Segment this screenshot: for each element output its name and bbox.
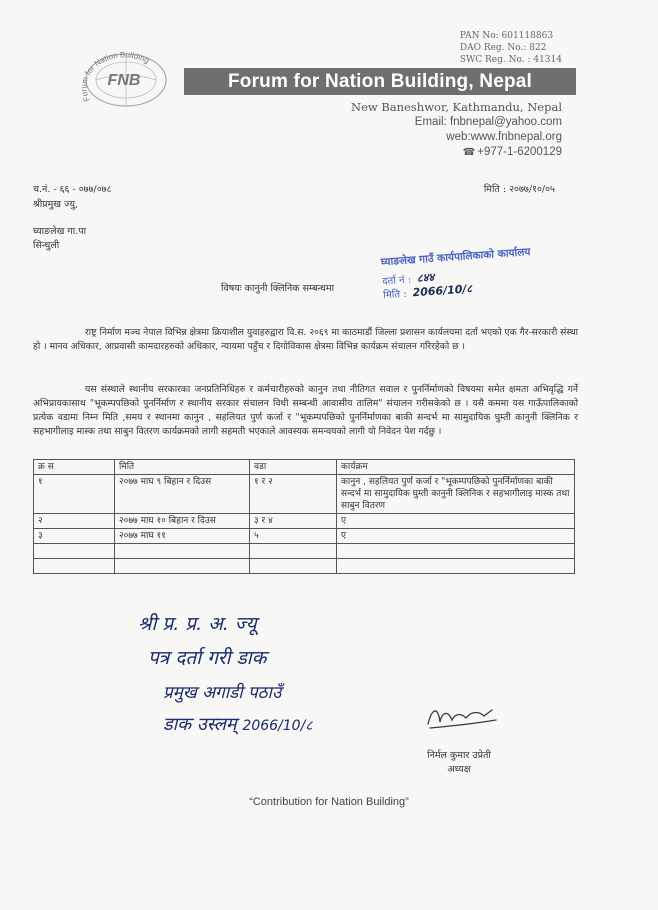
handwritten-date: 2066/10/८ <box>242 718 313 734</box>
cell-date: २०७७ माघ १० बिहान र दिउस <box>115 514 250 529</box>
stamp-miti-value: 2066/10/८ <box>412 282 473 300</box>
cell-ward: ३ र ४ <box>250 514 337 529</box>
organization-name: Forum for Nation Building, Nepal <box>184 68 576 95</box>
header-program: कार्यक्रम <box>337 460 575 475</box>
website: web:www.fnbnepal.org <box>446 131 562 143</box>
cell-sn: ३ <box>34 529 115 544</box>
signature <box>422 702 502 732</box>
handwritten-note-line-4: डाक उस्लम् 2066/10/८ <box>163 714 313 735</box>
signer-name: निर्मल कुमार उप्रेती <box>427 750 491 761</box>
cell-program: कानुन , सहलियत पुर्ण कर्जा र "भूकम्पपछिको पुनर्निर्माणका बाकी सन्दर्भ मा सामुदायिक घुम्ती कानुनी क्लिनिक र सहभागीलाइ मास्क तथा साबुन वितरण <box>337 475 575 514</box>
header-date: मिति <box>115 460 250 475</box>
logo-monogram: FNB <box>107 72 141 89</box>
footer-slogan: “Contribution for Nation Building” <box>249 796 409 808</box>
handwritten-note-line-2: पत्र दर्ता गरी डाक <box>148 647 267 669</box>
stamp-office: घ्याङलेख गाउँ कार्यपालिकाको कार्यालय <box>380 246 531 269</box>
table-row <box>34 514 575 529</box>
received-stamp <box>376 242 542 306</box>
contact-info <box>351 100 562 160</box>
table-row <box>34 529 575 544</box>
cell-program: ए <box>337 514 575 529</box>
table-row-empty <box>34 544 575 559</box>
table-header-row <box>34 460 575 475</box>
recipient-office: घ्याङलेख गा.पा <box>33 226 87 237</box>
cell-sn: २ <box>34 514 115 529</box>
cell-ward: ५ <box>250 529 337 544</box>
body-paragraph-2: यस संस्थाले स्थानीय सरकारका जनप्रतिनिधिहरु र कर्मचारीहरुको कानुन तथा नीतिगत सवाल र पुनर्निर्माणको विषयमा समेत क्षमता अभिवृद्धि गर्ने अभिप्रायकासाथ "भूकम्पपछिको पुनर्निर्माण र स्थानीय सरकार संचालन विधी सम्बन्धी आवासीय तालिम" संचालन गरीसकेको छ । यसै कममा यस गाऊँपालिकाको प्रत्येक वडामा निम्न मिति ,समय र स्थानमा कानुन , सहलियत पुर्ण कर्जा र "भूकम्पपछिको पुनर्निर्माणका बाकी सन्दर्भ मा सामुदायिक घुम्ती कानुनी क्लिनिक र सहभागीलाइ मास्क तथा साबुन वितरण कार्यक्रमको लागी सहमती भएकाले आवस्यक समन्वयको लागी यो निवेदन पेश गर्दछु । <box>33 384 578 437</box>
signer-block <box>427 749 491 777</box>
table-row-empty <box>34 559 575 574</box>
reference-number: च.नं. - ६६ - ०७७/०७८ <box>33 184 112 195</box>
dao-reg-number: DAO Reg. No.: 822 <box>459 43 547 53</box>
letter-date: मिति : २०७७/१०/०५ <box>483 184 555 195</box>
cell-program: ए <box>337 529 575 544</box>
recipient-district: सिन्धुली <box>33 240 60 251</box>
header-sn: क्र स <box>34 460 115 475</box>
cell-ward: १ र २ <box>250 475 337 514</box>
body-paragraph-1: राष्ट्र निर्माण मञ्च नेपाल विभिन्न क्षेत्रमा क्रियाशील युवाहरुद्वारा वि.स. २०६९ मा काठमाडौं जिल्ला प्रशासन कार्यलयमा दर्ता भएको एक गैर-सरकारी संस्था हो । मानव अधिकार, आप्रवासी कामदारहरुको अधिकार, न्यायमा पहुँच र दिगोविकास क्षेत्रमा विभिन्न कार्यक्रम संचालन गरिरहेको छ । <box>33 327 578 352</box>
cell-date: २०७७ माघ ११ <box>115 529 250 544</box>
logo-arc-text: Forum for Nation Building <box>79 50 151 104</box>
table-row <box>34 475 575 514</box>
header-ward: वडा <box>250 460 337 475</box>
cell-date: २०७७ माघ ९ बिहान र दिउस <box>115 475 250 514</box>
phone-icon: ☎ <box>462 147 476 158</box>
stamp-darta-number: ८४४ <box>416 270 435 285</box>
address: New Baneshwor, Kathmandu, Nepal <box>351 100 562 114</box>
email: Email: fnbnepal@yahoo.com <box>414 116 562 128</box>
signer-role: अध्यक्ष <box>447 764 471 775</box>
pan-number: PAN No: 601118863 <box>459 31 554 41</box>
phone: +977-1-6200129 <box>477 146 562 158</box>
recipient-title: श्रीप्रमुख ज्यु, <box>33 199 79 210</box>
fnb-logo <box>70 40 180 112</box>
program-schedule-table <box>33 459 575 574</box>
stamp-darta-label: दर्ता नं : <box>381 274 412 288</box>
cell-sn: १ <box>34 475 115 514</box>
handwritten-note-line-3: प्रमुख अगाडी पठाउँ <box>163 683 282 703</box>
registration-info <box>460 30 562 66</box>
stamp-miti-label: मिति : <box>382 288 408 302</box>
swc-reg-number: SWC Reg. No. : 41314 <box>459 55 562 65</box>
handwritten-note-line-1: श्री प्र. प्र. अ. ज्यू <box>138 613 257 635</box>
subject-line: विषयः कानुनी क्लिनिक सम्बन्धमा <box>221 283 335 294</box>
